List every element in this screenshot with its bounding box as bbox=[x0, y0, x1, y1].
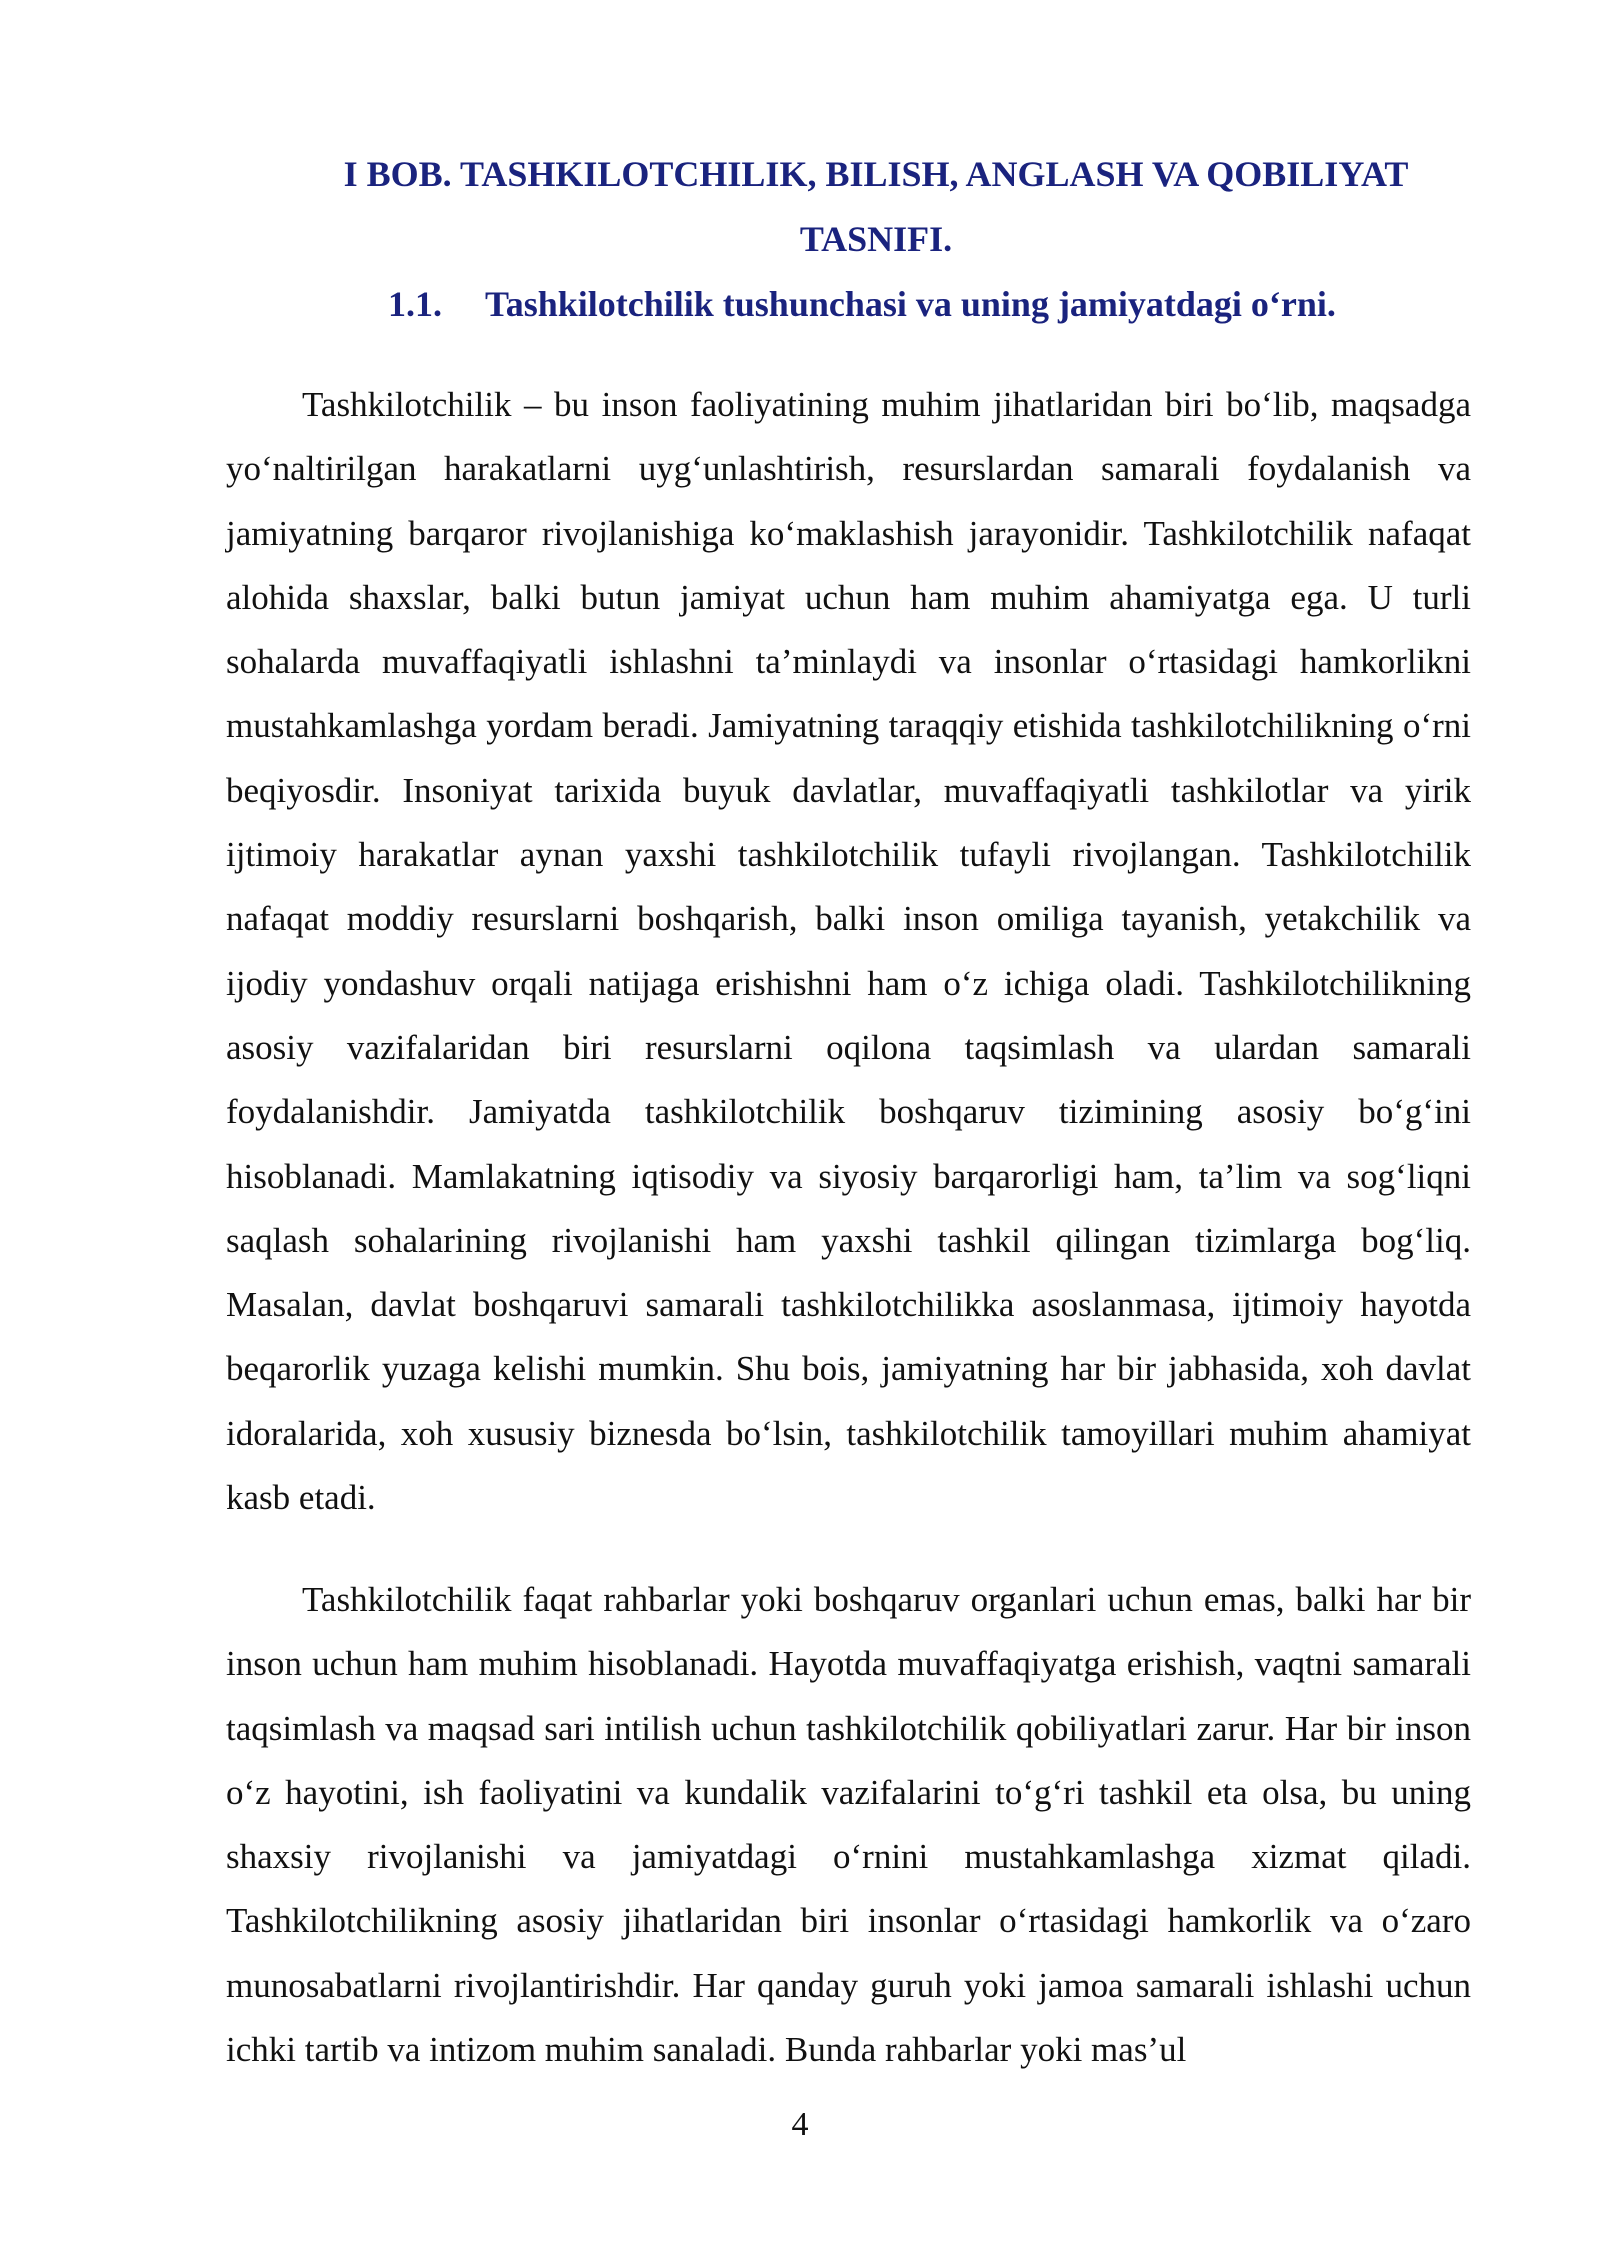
section-number: 1.1. bbox=[388, 284, 442, 324]
body-paragraph-1: Tashkilotchilik – bu inson faoliyatining muhim jihatlaridan biri bo‘lib, maqsadga yo‘naltirilgan harakatlarni uyg‘unlashtirish, resurslardan samarali foydalanish va jamiyatning barqaror rivojlanishiga ko‘maklashish jarayonidir. Tashkilotchilik nafaqat alohida shaxslar, balki butun jamiyat uchun ham muhim ahamiyatga ega. U turli sohalarda muvaffaqiyatli ishlashni ta’minlaydi va insonlar o‘rtasidagi hamkorlikni mustahkamlashga yordam beradi. Jamiyatning taraqqiy etishida tashkilotchilikning o‘rni beqiyosdir. Insoniyat tarixida buyuk davlatlar, muvaffaqiyatli tashkilotlar va yirik ijtimoiy harakatlar aynan yaxshi tashkilotchilik tufayli rivojlangan. Tashkilotchilik nafaqat moddiy resurslarni boshqarish, balki inson omiliga tayanish, yetakchilik va ijodiy yondashuv orqali natijaga erishishni ham o‘z ichiga oladi. Tashkilotchilikning asosiy vazifalaridan biri resurslarni oqilona taqsimlash va ulardan samarali foydalanishdir. Jamiyatda tashkilotchilik boshqaruv tizimining asosiy bo‘g‘ini hisoblanadi. Mamlakatning iqtisodiy va siyosiy barqarorligi ham, ta’lim va sog‘liqni saqlash sohalarining rivojlanishi ham yaxshi tashkil qilingan tizimlarga bog‘liq. Masalan, davlat boshqaruvi samarali tashkilotchilikka asoslanmasa, ijtimoiy hayotda beqarorlik yuzaga kelishi mumkin. Shu bois, jamiyatning har bir jabhasida, xoh davlat idoralarida, xoh xususiy biznesda bo‘lsin, tashkilotchilik tamoyillari muhim ahamiyat kasb etadi. bbox=[226, 385, 1471, 1518]
page-number: 4 bbox=[791, 2106, 809, 2143]
section-heading bbox=[388, 272, 1336, 336]
chapter-title-line-2: TASNIFI. bbox=[799, 219, 953, 259]
body-paragraph-2: Tashkilotchilik faqat rahbarlar yoki boshqaruv organlari uchun emas, balki har bir inson uchun ham muhim hisoblanadi. Hayotda muvaffaqiyatga erishish, vaqtni samarali taqsimlash va maqsad sari intilish uchun tashkilotchilik qobiliyatlari zarur. Har bir inson o‘z hayotini, ish faoliyatini va kundalik vazifalarini to‘g‘ri tashkil eta olsa, bu uning shaxsiy rivojlanishi va jamiyatdagi o‘rnini mustahkamlashga xizmat qiladi. Tashkilotchilikning asosiy jihatlaridan biri insonlar o‘rtasidagi hamkorlik va o‘zaro munosabatlarni rivojlantirishdir. Har qanday guruh yoki jamoa samarali ishlashi uchun ichki tartib va intizom muhim sanaladi. Bunda rahbarlar yoki mas’ul bbox=[226, 1580, 1471, 2070]
section-title: Tashkilotchilik tushunchasi va uning jamiyatdagi o‘rni. bbox=[485, 284, 1336, 324]
chapter-title-line-1: I BOB. TASHKILOTCHILIK, BILISH, ANGLASH VA QOBILIYAT bbox=[343, 154, 1409, 194]
